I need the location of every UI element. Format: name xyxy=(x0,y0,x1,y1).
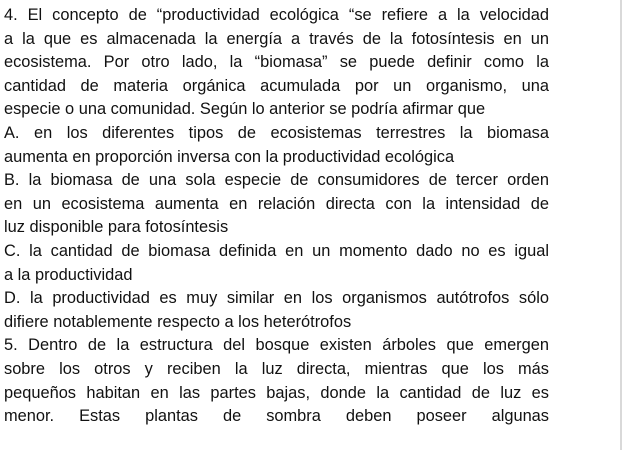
text-line-q4-2: a la que es almacenada la energía a través de la fotosíntesis en un xyxy=(4,29,549,48)
question-text-block xyxy=(4,4,549,429)
text-line-q4-3: ecosistema. Por otro lado, la “biomasa” se puede definir como la xyxy=(4,53,549,72)
option-d-line-1: D. la productividad es muy similar en los organismos autótrofos sólo xyxy=(4,289,549,308)
option-a-line-2: aumenta en proporción inversa con la productividad ecológica xyxy=(4,147,455,166)
text-line-q5-2: sobre los otros y reciben la luz directa, mientras que los más xyxy=(4,359,549,378)
option-b-line-3: luz disponible para fotosíntesis xyxy=(4,218,229,237)
text-line-q4-4: cantidad de materia orgánica acumulada por un organismo, una xyxy=(4,76,549,95)
option-c-line-1: C. la cantidad de biomasa definida en un momento dado no es igual xyxy=(4,241,549,260)
text-line-q4-1: 4. El concepto de “productividad ecológica “se refiere a la velocidad xyxy=(4,6,549,24)
text-line-q5-1: 5. Dentro de la estructura del bosque existen árboles que emergen xyxy=(4,336,549,355)
text-line-q4-5: especie o una comunidad. Según lo anterior se podría afirmar que xyxy=(4,100,486,119)
text-line-q5-4: menor. Estas plantas de sombra deben poseer algunas xyxy=(4,407,549,426)
option-a-line-1: A. en los diferentes tipos de ecosistemas terrestres la biomasa xyxy=(4,123,549,142)
option-b-line-1: B. la biomasa de una sola especie de consumidores de tercer orden xyxy=(4,171,549,190)
text-line-q5-3: pequeños habitan en las partes bajas, donde la cantidad de luz es xyxy=(4,383,549,402)
option-c-line-2: a la productividad xyxy=(4,265,133,284)
option-b-line-2: en un ecosistema aumenta en relación directa con la intensidad de xyxy=(4,194,549,213)
option-d-line-2: difiere notablemente respecto a los heterótrofos xyxy=(4,312,352,331)
